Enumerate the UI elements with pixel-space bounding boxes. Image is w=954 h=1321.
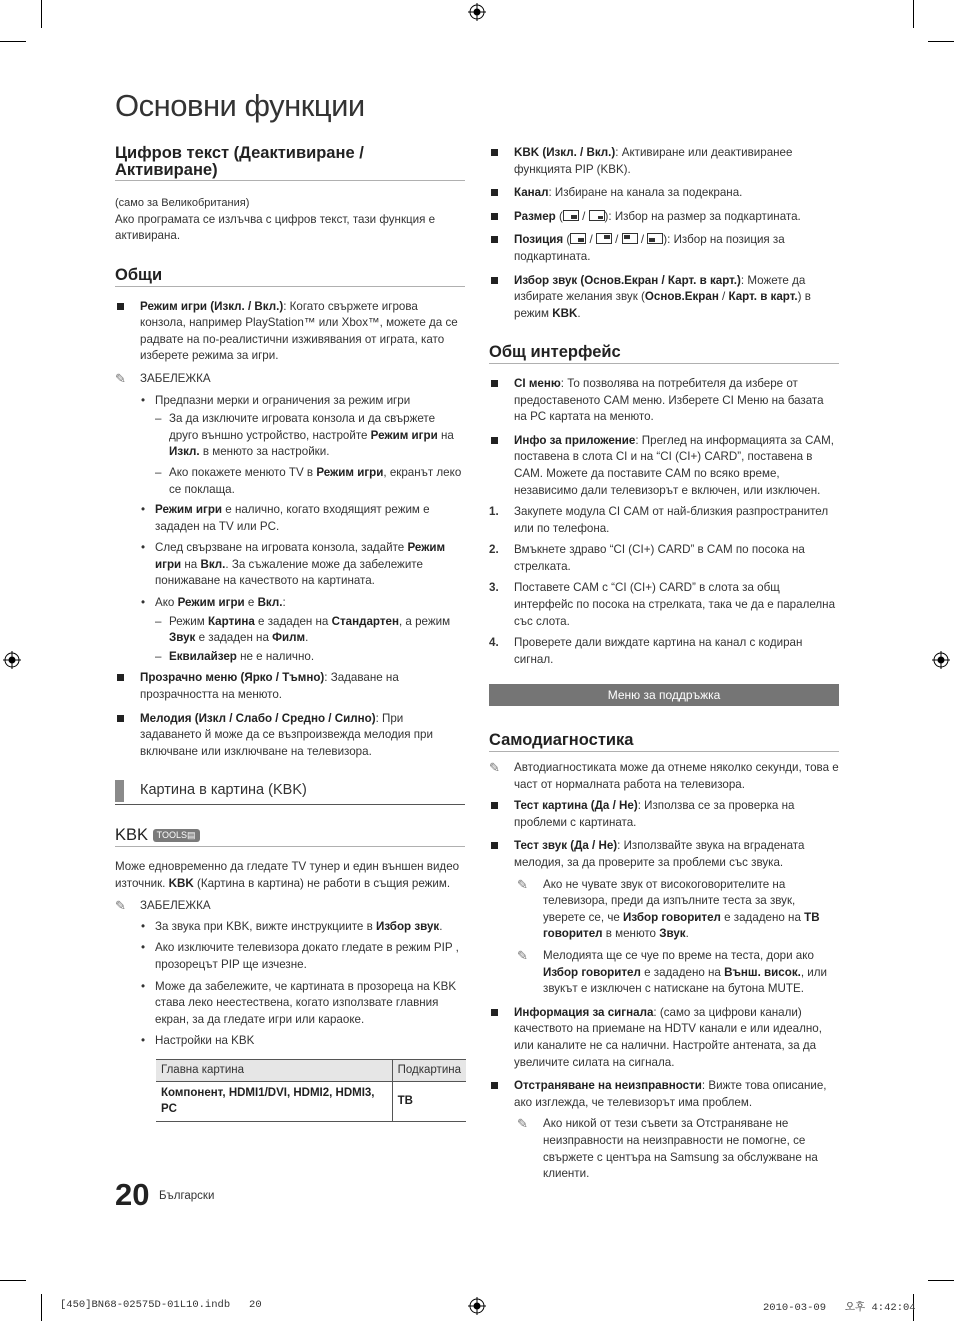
- table-header-row: [156, 1059, 466, 1081]
- list-item: • Ако изключите телевизора докато гледате в режим PIP , прозорецът PIP ще изчезне.: [115, 940, 465, 973]
- note-pencil-icon: ✎: [517, 876, 528, 892]
- list-item: 4. Проверете дали виждате картина на канал с кодиран сигнал.: [489, 636, 803, 666]
- table-cell: ТВ: [392, 1081, 466, 1121]
- subsection-heading-pip: Картина в картина (KBK): [115, 780, 465, 805]
- table-header: Подкартина: [392, 1059, 466, 1081]
- registration-mark-icon: [468, 3, 486, 21]
- list-item: Режим игри (Изкл. / Вкл.): Когато свържете игрова конзола, например PlayStation™ или Xbox™, можете да се радвате на по-реалистични изживявания от играта, като изберете режима за игри.: [115, 299, 465, 365]
- note-pencil-icon: ✎: [489, 760, 500, 776]
- page-number: 20: [115, 1177, 150, 1212]
- crop-mark: [928, 41, 954, 42]
- note-pencil-icon: ✎: [115, 898, 126, 914]
- support-menu-bar: Меню за поддръжка: [489, 684, 839, 706]
- registration-mark-icon: [468, 1297, 486, 1315]
- list-item: Канал: Избиране на канала за подекрана.: [489, 185, 839, 202]
- list-item: 2. Вмъкнете здраво “CI (CI+) CARD” в CAM по посока на стрелката.: [489, 543, 805, 573]
- position-top-left-icon: [622, 233, 638, 244]
- crop-mark: [0, 41, 26, 42]
- registration-mark-icon: [3, 651, 21, 669]
- page-title: Основни функции: [115, 88, 365, 123]
- list-item: • Режим игри е налично, когато входящият режим е зададен на TV или PC.: [115, 502, 465, 535]
- registration-mark-icon: [932, 651, 950, 669]
- table-cell: Компонент, HDMI1/DVI, HDMI2, HDMI3, PC: [156, 1081, 392, 1121]
- note: ✎ ЗАБЕЛЕЖКА: [115, 370, 211, 386]
- section-heading-digital-text: Цифров текст (Деактивиране / Активиране): [115, 145, 465, 181]
- list-item: Размер ( / ): Избор на размер за подкартината.: [489, 209, 839, 226]
- list-item: Мелодия (Изкл / Слабо / Средно / Силно): При задаването й може да се възпроизвежда мелодия при включване или изключване на телевизора.: [115, 711, 465, 761]
- section-heading-self-diagnosis: Самодиагностика: [489, 732, 839, 752]
- crop-mark: [913, 0, 914, 28]
- table-row: [156, 1081, 466, 1121]
- size-small-icon: [589, 210, 605, 221]
- list-item: Инфо за приложение: Преглед на информацията за CAM, поставена в слота CI и на “CI (CI+) CARD”, поставена в CAM. Можете да поставите CAM по всяко време, независимо дали телевизорът е включен, или изключен.: [489, 433, 839, 499]
- list-item: • Настройки на KBK: [115, 1033, 465, 1050]
- list-item: • Ако Режим игри е Вкл.:: [115, 595, 465, 612]
- note: ✎ ЗАБЕЛЕЖКА: [115, 898, 211, 914]
- section-heading-common-interface: Общ интерфейс: [489, 344, 839, 364]
- footer-timestamp: 2010-03-09 오후 4:42:04: [763, 1302, 916, 1314]
- note-pencil-icon: ✎: [517, 1116, 528, 1132]
- right-column: [489, 145, 839, 1183]
- list-item: Тест картина (Да / Не): Използва се за проверка на проблеми с картината.: [489, 798, 839, 831]
- paragraph: Може едновременно да гледате TV тунер и един външен видео източник. KBK (Картина в картина) не работи в същия режим.: [115, 860, 460, 890]
- list-item: CI меню: То позволява на потребителя да избере от предоставеното CAM меню. Изберете CI Меню на базата на PC картата на менюто.: [489, 376, 839, 426]
- list-item: • Може да забележите, че картината в прозореца на KBK става леко неестествена, когато използвате главния екран, за да гледате игри или караоке.: [115, 979, 465, 1029]
- page-language: Български: [159, 1190, 215, 1202]
- list-item: Тест звук (Да / Не): Използвайте звука на вградената мелодия, за да проверите за проблеми със звука.: [489, 838, 839, 871]
- list-item: 3. Поставете CAM с “CI (CI+) CARD” в слота за общ интерфейс по посока на стрелката, така че да е паралелна със слота.: [489, 581, 836, 628]
- size-large-icon: [563, 210, 579, 221]
- footer-file-info: [450]BN68-02575D-01L10.indb 20: [60, 1299, 262, 1311]
- section-heading-general: Общи: [115, 267, 465, 287]
- list-item: Прозрачно меню (Ярко / Тъмно): Задаване на прозрачността на менюто.: [115, 670, 465, 703]
- note: ✎ Мелодията ще се чуе по време на теста, дори ако Избор говорител е зададено на Външ. висок., или звукът е изключен с натискане на бутона MUTE.: [517, 947, 828, 996]
- crop-mark: [41, 0, 42, 28]
- list-item: – За да изключите игровата конзола и да свържете друго външно устройство, настройте Режим игри на Изкл. в менюто за настройки.: [115, 411, 465, 461]
- position-bottom-left-icon: [647, 233, 663, 244]
- note: ✎ Ако никой от тези съвети за Отстраняване не неизправности на неизправности не помогне, се свържете с центъра на Samsung за обслужване на клиенти.: [517, 1116, 818, 1181]
- note-pencil-icon: ✎: [517, 947, 528, 963]
- list-item: Позиция ( / / / ): Избор на позиция за подкартината.: [489, 232, 839, 265]
- crop-mark: [928, 1280, 954, 1281]
- list-item: Отстраняване на неизправности: Вижте това описание, ако изглежда, че телевизорът има проблем.: [489, 1078, 839, 1111]
- list-item: • За звука при KBK, вижте инструкциите в Избор звук.: [115, 919, 465, 936]
- section-heading-kbk: KBK TOOLS▤: [115, 827, 465, 847]
- position-top-right-icon: [596, 233, 612, 244]
- list-item: Информация за сигнала: (само за цифрови канали) качеството на приемане на HDTV канали е или идеално, или каналите не са налични. Настройте антената, за да увеличите силата на сигнала.: [489, 1005, 839, 1071]
- position-bottom-right-icon: [570, 233, 586, 244]
- note-pencil-icon: ✎: [115, 370, 126, 386]
- crop-mark: [41, 1294, 42, 1321]
- tools-badge-icon: TOOLS▤: [153, 829, 200, 842]
- list-item: – Режим Картина е зададен на Стандартен, а режим Звук е зададен на Филм.: [115, 614, 465, 647]
- paragraph: (само за Великобритания): [115, 197, 250, 210]
- list-item: • След свързване на игровата конзола, задайте Режим игри на Вкл.. За съжаление може да забележите понижаване на качеството на картината.: [115, 540, 465, 590]
- crop-mark: [0, 1280, 26, 1281]
- list-item: • Предпазни мерки и ограничения за режим игри: [115, 393, 465, 410]
- list-item: KBK (Изкл. / Вкл.): Активиране или деактивиранее функцията PIP (KBK).: [489, 145, 839, 178]
- paragraph: Ако програмата се излъчва с цифров текст, тази функция е активирана.: [115, 212, 436, 243]
- heading-marker: [115, 780, 124, 802]
- list-item: – Ако покажете менюто TV в Режим игри, екранът леко се поклаща.: [115, 465, 465, 498]
- list-item: 1. Закупете модула CI CAM от най-близкия разпространител или по телефона.: [489, 505, 829, 535]
- note: ✎ Автодиагностиката може да отнеме няколко секунди, това е част от нормалната работа на телевизора.: [489, 760, 839, 791]
- note: ✎ Ако не чувате звук от високоговорителите на телевизора, преди да изпълните теста за звук, уверете се, че Избор говорител е зададено на TB говорител в менюто Звук.: [517, 876, 820, 941]
- left-column: [115, 145, 465, 1122]
- table-header: Главна картина: [156, 1059, 392, 1081]
- list-item: Избор звук (Основ.Екран / Карт. в карт.): Можете да избирате желания звук (Основ.Екран / Карт. в карт.) в режим KBK.: [489, 273, 839, 323]
- list-item: – Еквилайзер не е налично.: [115, 649, 465, 666]
- pip-settings-table: [156, 1059, 466, 1122]
